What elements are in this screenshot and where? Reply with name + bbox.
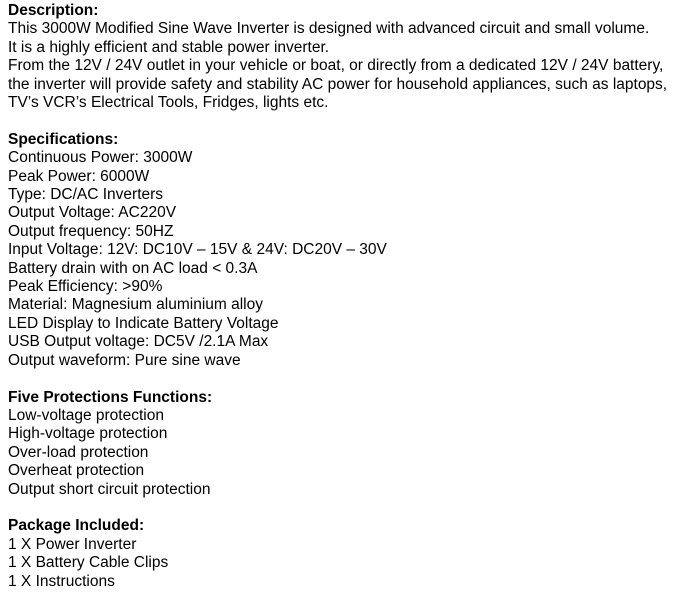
description-heading: Description: (8, 2, 99, 19)
protections-section (8, 389, 696, 499)
spec-led-display: LED Display to Indicate Battery Voltage (8, 314, 279, 332)
description-section (8, 2, 696, 112)
package-section (8, 517, 696, 591)
spec-peak-efficiency: Peak Efficiency: >90% (8, 278, 163, 296)
package-item-cable-clips: 1 X Battery Cable Clips (8, 554, 169, 572)
spec-output-waveform: Output waveform: Pure sine wave (8, 351, 241, 369)
spec-type: Type: DC/AC Inverters (8, 186, 164, 204)
description-line-3: From the 12V / 24V outlet in your vehicle or boat, or directly from a dedicated 12V / 24V battery, (8, 57, 664, 75)
spec-usb-output: USB Output voltage: DC5V /2.1A Max (8, 333, 269, 351)
specifications-section (8, 131, 696, 370)
package-item-inverter: 1 X Power Inverter (8, 535, 137, 553)
description-line-5: TV’s VCR’s Electrical Tools, Fridges, lights etc. (8, 94, 329, 112)
product-description-document (8, 2, 696, 591)
spec-battery-drain: Battery drain with on AC load < 0.3A (8, 259, 258, 277)
protections-heading: Five Protections Functions: (8, 388, 213, 406)
spec-continuous-power: Continuous Power: 3000W (8, 149, 193, 167)
description-line-1: This 3000W Modified Sine Wave Inverter is designed with advanced circuit and small volume. (8, 20, 650, 38)
spec-material: Material: Magnesium aluminium alloy (8, 296, 263, 314)
protection-short-circuit: Output short circuit protection (8, 480, 211, 498)
protection-overheat: Overheat protection (8, 462, 145, 480)
package-item-instructions: 1 X Instructions (8, 572, 115, 590)
description-line-4: the inverter will provide safety and stability AC power for household appliances, such as laptops, (8, 75, 668, 93)
protection-high-voltage: High-voltage protection (8, 425, 168, 443)
protection-over-load: Over-load protection (8, 443, 149, 461)
protection-low-voltage: Low-voltage protection (8, 406, 164, 424)
spec-peak-power: Peak Power: 6000W (8, 167, 150, 185)
spec-output-voltage: Output Voltage: AC220V (8, 204, 177, 222)
description-line-2: It is a highly efficient and stable power inverter. (8, 38, 330, 56)
spec-input-voltage: Input Voltage: 12V: DC10V – 15V & 24V: DC20V – 30V (8, 241, 387, 259)
spec-output-frequency: Output frequency: 50HZ (8, 222, 174, 240)
specifications-heading: Specifications: (8, 130, 119, 148)
package-heading: Package Included: (8, 517, 145, 535)
